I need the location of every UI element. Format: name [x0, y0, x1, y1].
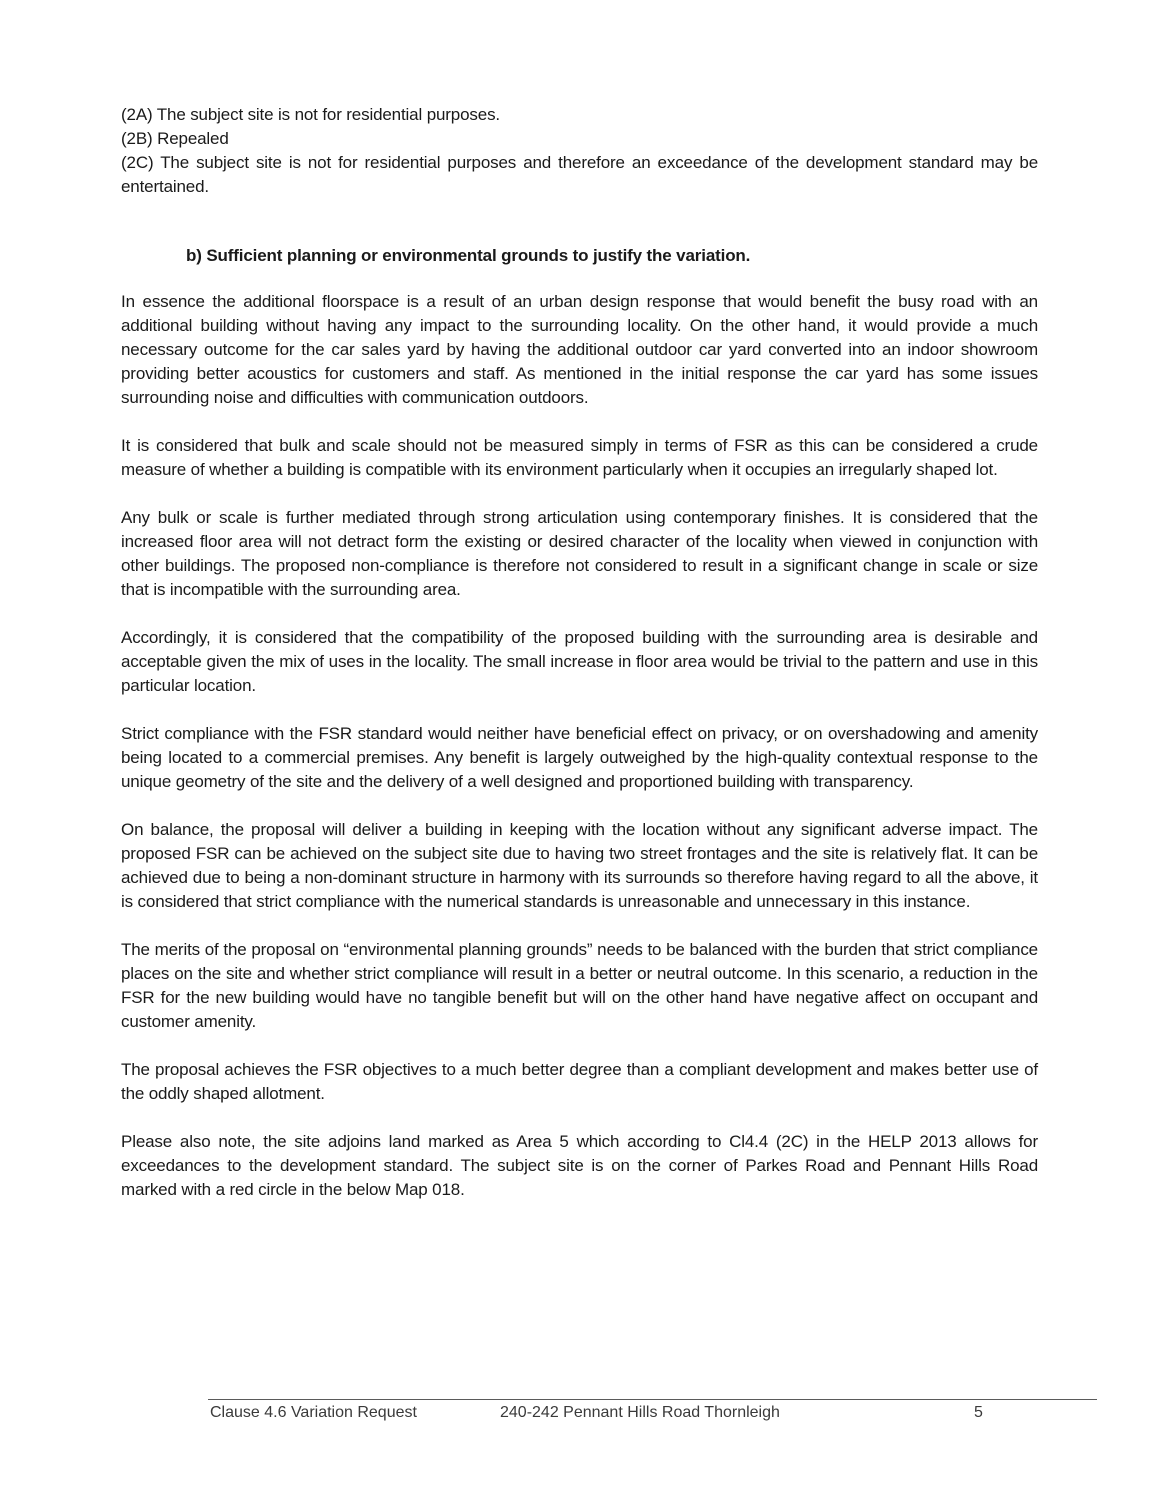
paragraph-compatibility: Accordingly, it is considered that the compatibility of the proposed building with the surrounding area is desirable and acceptable given the mix of uses in the locality. The small increase in floor area would be trivial to the pattern and use in this particular location. [121, 628, 1038, 695]
page-body [121, 103, 1038, 1226]
subclause-2c: (2C) The subject site is not for residential purposes and therefore an exceedance of the development standard may be entertained. [121, 153, 1038, 196]
section-heading: b) Sufficient planning or environmental grounds to justify the variation. [186, 246, 751, 265]
paragraph-on-balance: On balance, the proposal will deliver a building in keeping with the location without any significant adverse impact. The proposed FSR can be achieved on the subject site due to having two street frontages and the site is relatively flat. It can be achieved due to being a non-dominant structure in harmony with its surrounds so therefore having regard to all the above, it is considered that strict compliance with the numerical standards is unreasonable and unnecessary in this instance. [121, 820, 1038, 911]
paragraph-bulk-scale: It is considered that bulk and scale should not be measured simply in terms of FSR as this can be considered a crude measure of whether a building is compatible with its environment particularly when it occupies an irregularly shaped lot. [121, 436, 1038, 479]
footer-document-title: Clause 4.6 Variation Request [210, 1404, 417, 1421]
paragraph-fsr-objectives: The proposal achieves the FSR objectives to a much better degree than a compliant development and makes better use of the oddly shaped allotment. [121, 1060, 1038, 1103]
paragraph-strict-compliance: Strict compliance with the FSR standard would neither have beneficial effect on privacy, or on overshadowing and amenity being located to a commercial premises. Any benefit is largely outweighed by the high-quality contextual response to the unique geometry of the site and the delivery of a well designed and proportioned building with transparency. [121, 724, 1038, 791]
footer-page-number: 5 [974, 1404, 983, 1421]
paragraph-urban-design: In essence the additional floorspace is a result of an urban design response that would benefit the busy road with an additional building without having any impact to the surrounding locality. On the other hand, it would provide a much necessary outcome for the car sales yard by having the additional outdoor car yard converted into an indoor showroom providing better acoustics for customers and staff. As mentioned in the initial response the car yard has some issues surrounding noise and difficulties with communication outdoors. [121, 292, 1038, 407]
subclause-2a: (2A) The subject site is not for residential purposes. [121, 105, 500, 124]
footer-divider [208, 1399, 1097, 1400]
footer-address: 240-242 Pennant Hills Road Thornleigh [500, 1404, 780, 1421]
paragraph-area-5-note: Please also note, the site adjoins land marked as Area 5 which according to Cl4.4 (2C) in the HELP 2013 allows for exceedances to the development standard. The subject site is on the corner of Parkes Road and Pennant Hills Road marked with a red circle in the below Map 018. [121, 1132, 1038, 1199]
paragraph-articulation: Any bulk or scale is further mediated through strong articulation using contemporary finishes. It is considered that the increased floor area will not detract form the existing or desired character of the locality when viewed in conjunction with other buildings. The proposed non-compliance is therefore not considered to result in a significant change in scale or size that is incompatible with the surrounding area. [121, 508, 1038, 599]
subclause-list [121, 103, 1038, 199]
subclause-2b: (2B) Repealed [121, 129, 229, 148]
paragraph-merits: The merits of the proposal on “environmental planning grounds” needs to be balanced with the burden that strict compliance places on the site and whether strict compliance will result in a better or neutral outcome. In this scenario, a reduction in the FSR for the new building would have no tangible benefit but will on the other hand have negative affect on occupant and customer amenity. [121, 940, 1038, 1031]
